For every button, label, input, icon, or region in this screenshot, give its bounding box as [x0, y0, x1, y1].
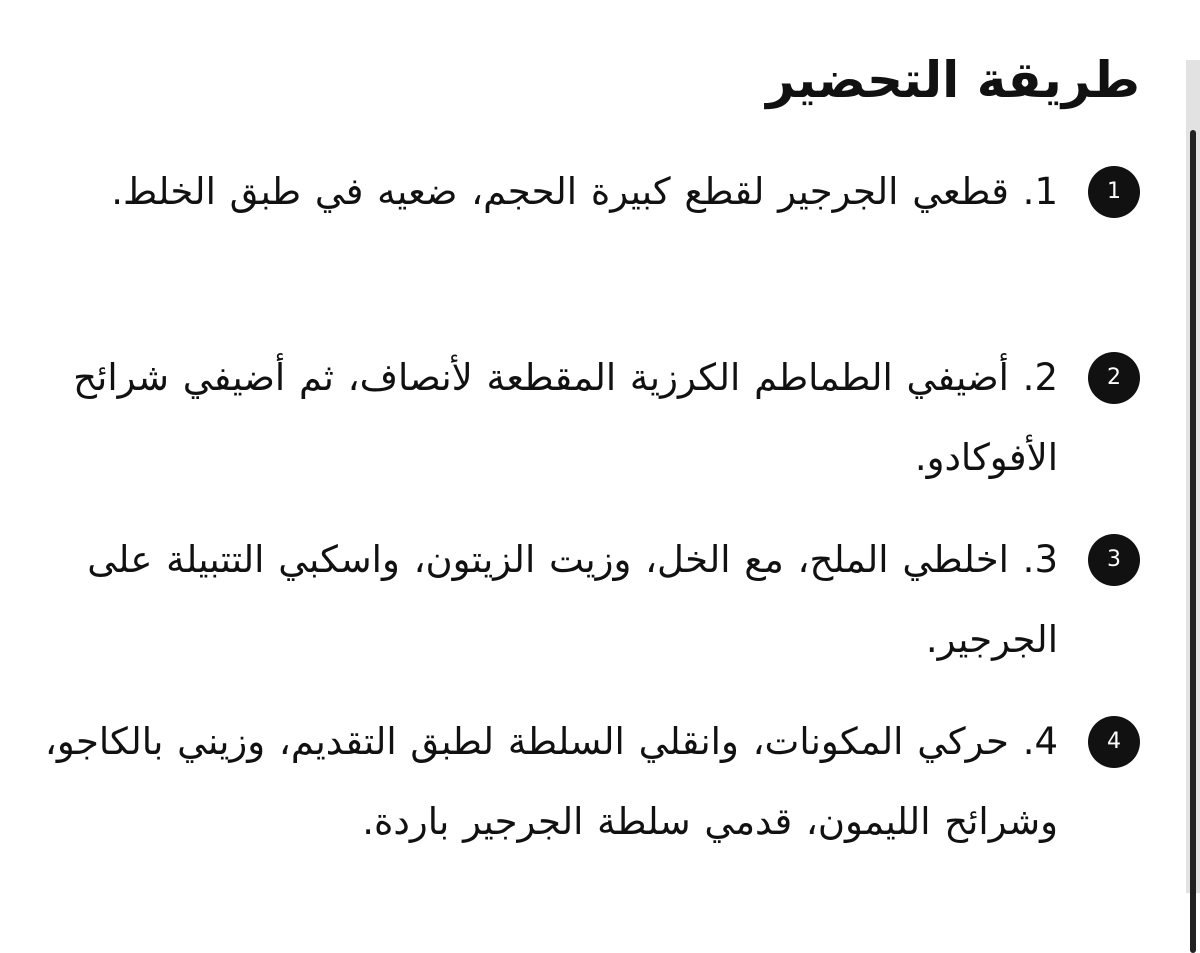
- section-title: طريقة التحضير: [766, 51, 1140, 109]
- step-number-badge: 2: [1088, 352, 1140, 404]
- step-number-badge: 3: [1088, 534, 1140, 586]
- step-text: 2. أضيفي الطماطم الكرزية المقطعة لأنصاف، ثم أضيفي شرائح الأفوكادو.: [73, 356, 1058, 479]
- step-item: [40, 702, 1140, 862]
- step-number-badge: 4: [1088, 716, 1140, 768]
- step-number-badge: 1: [1088, 166, 1140, 218]
- step-text: 3. اخلطي الملح، مع الخل، وزيت الزيتون، واسكبي التتبيلة على الجرجير.: [87, 538, 1058, 661]
- step-item: [40, 152, 1140, 232]
- step-text: 1. قطعي الجرجير لقطع كبيرة الحجم، ضعيه في طبق الخلط.: [111, 170, 1058, 213]
- step-item: [40, 520, 1140, 680]
- scrollbar-track[interactable]: [1186, 60, 1200, 893]
- step-item: [40, 338, 1140, 498]
- scrollbar-thumb[interactable]: [1190, 130, 1196, 953]
- step-text: 4. حركي المكونات، وانقلي السلطة لطبق التقديم، وزيني بالكاجو، وشرائح الليمون، قدمي سلطة الجرجير باردة.: [44, 720, 1058, 843]
